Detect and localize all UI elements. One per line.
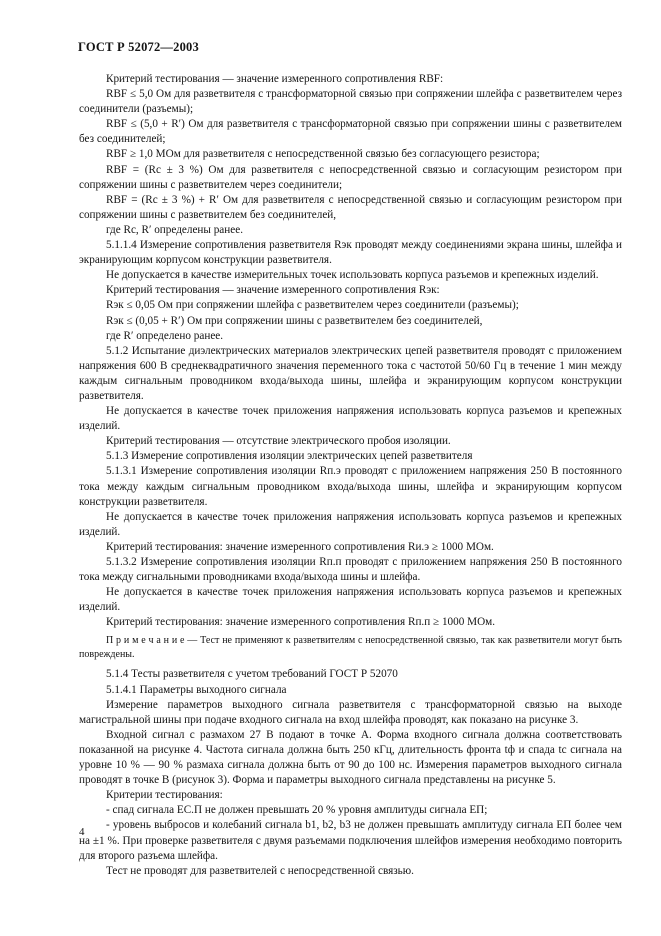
page-number: 4: [79, 826, 85, 838]
paragraph: 5.1.4.1 Параметры выходного сигнала: [106, 683, 287, 696]
paragraph: Критерии тестирования:: [106, 789, 223, 802]
paragraph: RBF = (Rс ± 3 %) + R′ Ом для разветвителя с непосредственной связью и согласующим резистором при сопряжении шины с разветвителем без соединителей,: [79, 193, 622, 221]
paragraph: Критерий тестирования: значение измеренного сопротивления Rи.э ≥ 1000 МОм.: [106, 540, 494, 553]
paragraph: 5.1.3 Измерение сопротивления изоляции электрических цепей разветвителя: [106, 450, 473, 463]
paragraph: Критерий тестирования — значение измеренного сопротивления RBF:: [106, 73, 444, 85]
paragraph: - уровень выбросов и колебаний сигнала b1, b2, b3 не должен превышать амплитуду сигнала EП более чем на ±1 %. При проверке разветвителя с двумя разъемами подключения шлейфов измерения необходимо повторить для второго разъема шлейфа.: [79, 819, 622, 862]
paragraph: RBF ≤ (5,0 + R′) Ом для разветвителя с трансформаторной связью при сопряжении шины с разветвителем без соединителей;: [79, 118, 622, 146]
paragraph: где Rс, R′ определены ранее.: [106, 223, 243, 236]
paragraph: Критерий тестирования — значение измеренного сопротивления Rэк:: [106, 284, 440, 297]
document-header: ГОСТ Р 52072—2003: [78, 40, 199, 54]
paragraph: 5.1.3.2 Измерение сопротивления изоляции Rп.п проводят с приложением напряжения 250 В постоянного тока между сигнальными проводниками входа/выхода шины и шлейфа.: [79, 556, 622, 584]
paragraph: Не допускается в качестве точек приложения напряжения использовать корпуса разъемов и крепежных изделий.: [79, 405, 622, 433]
note: П р и м е ч а н и е — Тест не применяют к разветвителям с непосредственной связью, так как разветвители могут быть повреждены.: [79, 635, 622, 660]
paragraph: RBF ≥ 1,0 МОм для разветвителя с непосредственной связью без согласующего резистора;: [106, 148, 540, 161]
paragraph: Не допускается в качестве точек приложения напряжения использовать корпуса разъемов и крепежных изделий.: [79, 510, 622, 538]
paragraph: Не допускается в качестве измерительных точек использовать корпуса разъемов и крепежных изделий.: [106, 269, 599, 282]
paragraph: Тест не проводят для разветвителей с непосредственной связью.: [106, 864, 414, 877]
paragraph: Rэк ≤ (0,05 + R′) Ом при сопряжении шины с разветвителем без соединителей,: [106, 314, 483, 327]
paragraph: 5.1.2 Испытание диэлектрических материалов электрических цепей разветвителя проводят с приложением напряжения 600 В среднеквадратичного значения переменного тока с частотой 50/60 Гц в течение 1 мин между каждым сигнальным проводником входа/выхода шины, шлейфа и экранирующим корпусом конструкции разветвителя.: [79, 344, 622, 402]
paragraph: 5.1.1.4 Измерение сопротивления разветвителя Rэк проводят между соединениями экрана шины, шлейфа и экранирующим корпусом конструкции разветвителя.: [79, 239, 622, 267]
paragraph: где R′ определено ранее.: [106, 329, 224, 342]
paragraph: RBF = (Rс ± 3 %) Ом для разветвителя с непосредственной связью и согласующим резистором при сопряжении шины с разветвителем через соединители;: [79, 163, 622, 191]
paragraph: RBF ≤ 5,0 Ом для разветвителя с трансформаторной связью при сопряжении шлейфа с разветвителем через соединители (разъемы);: [79, 88, 622, 116]
paragraph: Измерение параметров выходного сигнала разветвителя с трансформаторной связью на выходе магистральной шины при подаче входного сигнала на вход шлейфа проводят, как показано на рисунке 3.: [79, 698, 622, 726]
paragraph: Не допускается в качестве точек приложения напряжения использовать корпуса разъемов и крепежных изделий.: [79, 586, 622, 614]
paragraph: Входной сигнал с размахом 27 В подают в точке А. Форма входного сигнала должна соответствовать показанной на рисунке 4. Частота сигнала должна быть 250 кГц, длительность фронта tф и спада tс сигнала на уровне 10 % — 90 % размаха сигнала должна быть от 90 до 100 нс. Измерения параметров выходного сигнала проводят в точке В (рисунок 3). Форма и параметры выходного сигнала представлены на рисунке 5.: [79, 728, 622, 787]
paragraph: 5.1.4 Тесты разветвителя с учетом требований ГОСТ Р 52070: [106, 668, 398, 681]
paragraph: - спад сигнала EС.П не должен превышать 20 % уровня амплитуды сигнала EП;: [106, 804, 488, 817]
paragraph: Rэк ≤ 0,05 Ом при сопряжении шлейфа с разветвителем через соединители (разъемы);: [106, 299, 519, 312]
paragraph: 5.1.3.1 Измерение сопротивления изоляции Rп.э проводят с приложением напряжения 250 В постоянного тока между каждым сигнальным проводником входа/выхода шины, шлейфа и экранирующим корпусом конструкции разветвителя.: [79, 465, 622, 508]
document-body: [79, 72, 622, 879]
paragraph: Критерий тестирования — отсутствие электрического пробоя изоляции.: [106, 435, 451, 448]
paragraph: Критерий тестирования: значение измеренного сопротивления Rп.п ≥ 1000 МОм.: [106, 616, 496, 629]
